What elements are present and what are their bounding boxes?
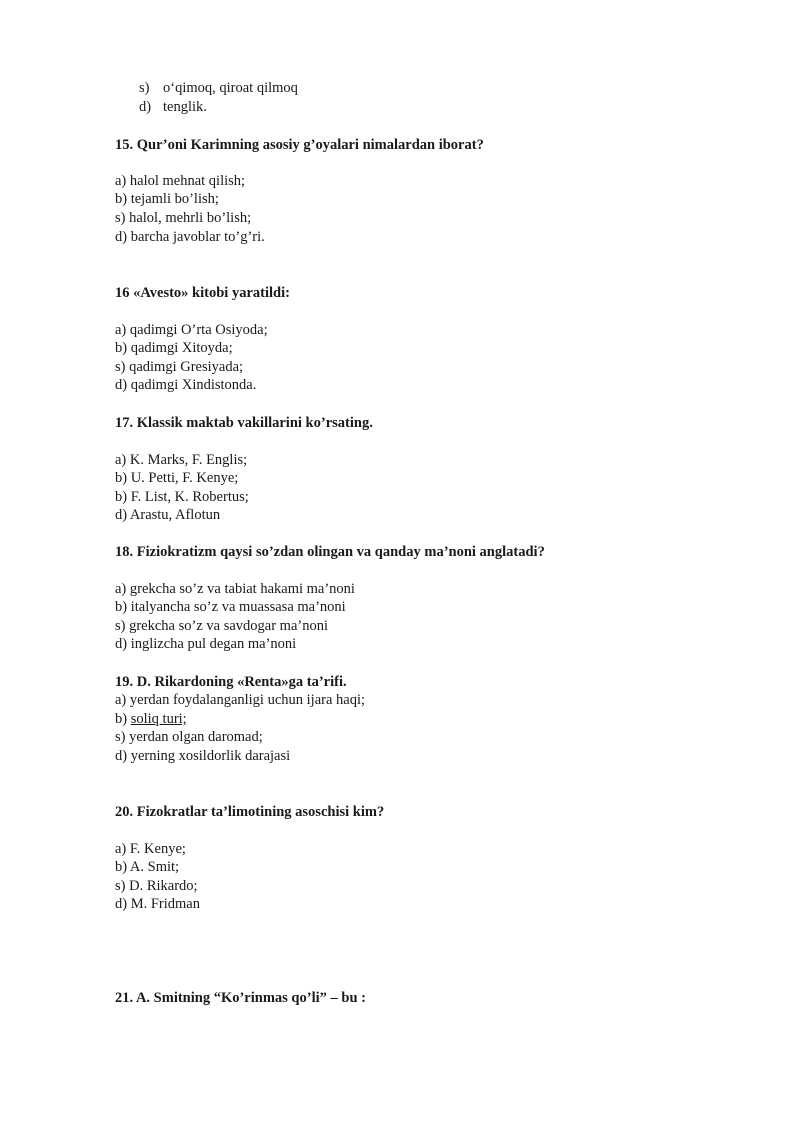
- list-item: [139, 98, 207, 116]
- answer-line: b) U. Petti, F. Kenye;: [115, 470, 239, 486]
- answer-line: d) yerning xosildorlik darajasi: [115, 748, 291, 764]
- answer-line: d) M. Fridman: [115, 896, 200, 912]
- answer-line: b) italyancha so’z va muassasa ma’noni: [115, 599, 346, 615]
- question-19-title: 19. D. Rikardoning «Renta»ga ta’rifi.: [115, 674, 347, 690]
- answer-line: a) grekcha so’z va tabiat hakami ma’noni: [115, 581, 355, 597]
- question-21-title: 21. A. Smitning “Ko’rinmas qo’li” – bu :: [115, 990, 366, 1006]
- answer-underlined-text: soliq turi;: [130, 711, 187, 727]
- list-marker: s): [139, 80, 150, 96]
- answer-line: b) F. List, K. Robertus;: [115, 489, 249, 505]
- answer-line: a) qadimgi O’rta Osiyoda;: [115, 322, 268, 338]
- answer-line: d) inglizcha pul degan ma’noni: [115, 636, 297, 652]
- list-text: tenglik.: [163, 99, 207, 115]
- answer-line: d) Arastu, Aflotun: [115, 507, 221, 523]
- answer-line: s) yerdan olgan daromad;: [115, 729, 263, 745]
- answer-marker: b): [115, 711, 128, 727]
- answer-line: a) yerdan foydalanganligi uchun ijara haqi;: [115, 692, 366, 708]
- answer-line: [115, 710, 187, 728]
- question-20-title: 20. Fizokratlar ta’limotining asoschisi kim?: [115, 804, 385, 820]
- question-18-title: 18. Fiziokratizm qaysi so’zdan olingan va qanday ma’noni anglatadi?: [115, 544, 545, 560]
- answer-line: b) qadimgi Xitoyda;: [115, 340, 233, 356]
- answer-line: s) grekcha so’z va savdogar ma’noni: [115, 618, 328, 634]
- list-marker: d): [139, 99, 152, 115]
- answer-line: a) F. Kenye;: [115, 841, 186, 857]
- answer-line: b) A. Smit;: [115, 859, 180, 875]
- answer-line: s) D. Rikardo;: [115, 878, 198, 894]
- question-15-title: 15. Qur’oni Karimning asosiy g’oyalari nimalardan iborat?: [115, 137, 484, 153]
- question-16-title: 16 «Avesto» kitobi yaratildi:: [115, 285, 290, 301]
- answer-line: s) halol, mehrli bo’lish;: [115, 210, 252, 226]
- question-17-title: 17. Klassik maktab vakillarini ko’rsating.: [115, 415, 373, 431]
- answer-line: a) K. Marks, F. Englis;: [115, 452, 248, 468]
- answer-line: d) qadimgi Xindistonda.: [115, 377, 257, 393]
- list-text: o‘qimoq, qiroat qilmoq: [163, 80, 298, 96]
- answer-line: b) tejamli bo’lish;: [115, 191, 219, 207]
- list-item: [139, 79, 298, 97]
- answer-line: s) qadimgi Gresiyada;: [115, 359, 244, 375]
- answer-line: a) halol mehnat qilish;: [115, 173, 246, 189]
- answer-line: d) barcha javoblar to’g’ri.: [115, 229, 265, 245]
